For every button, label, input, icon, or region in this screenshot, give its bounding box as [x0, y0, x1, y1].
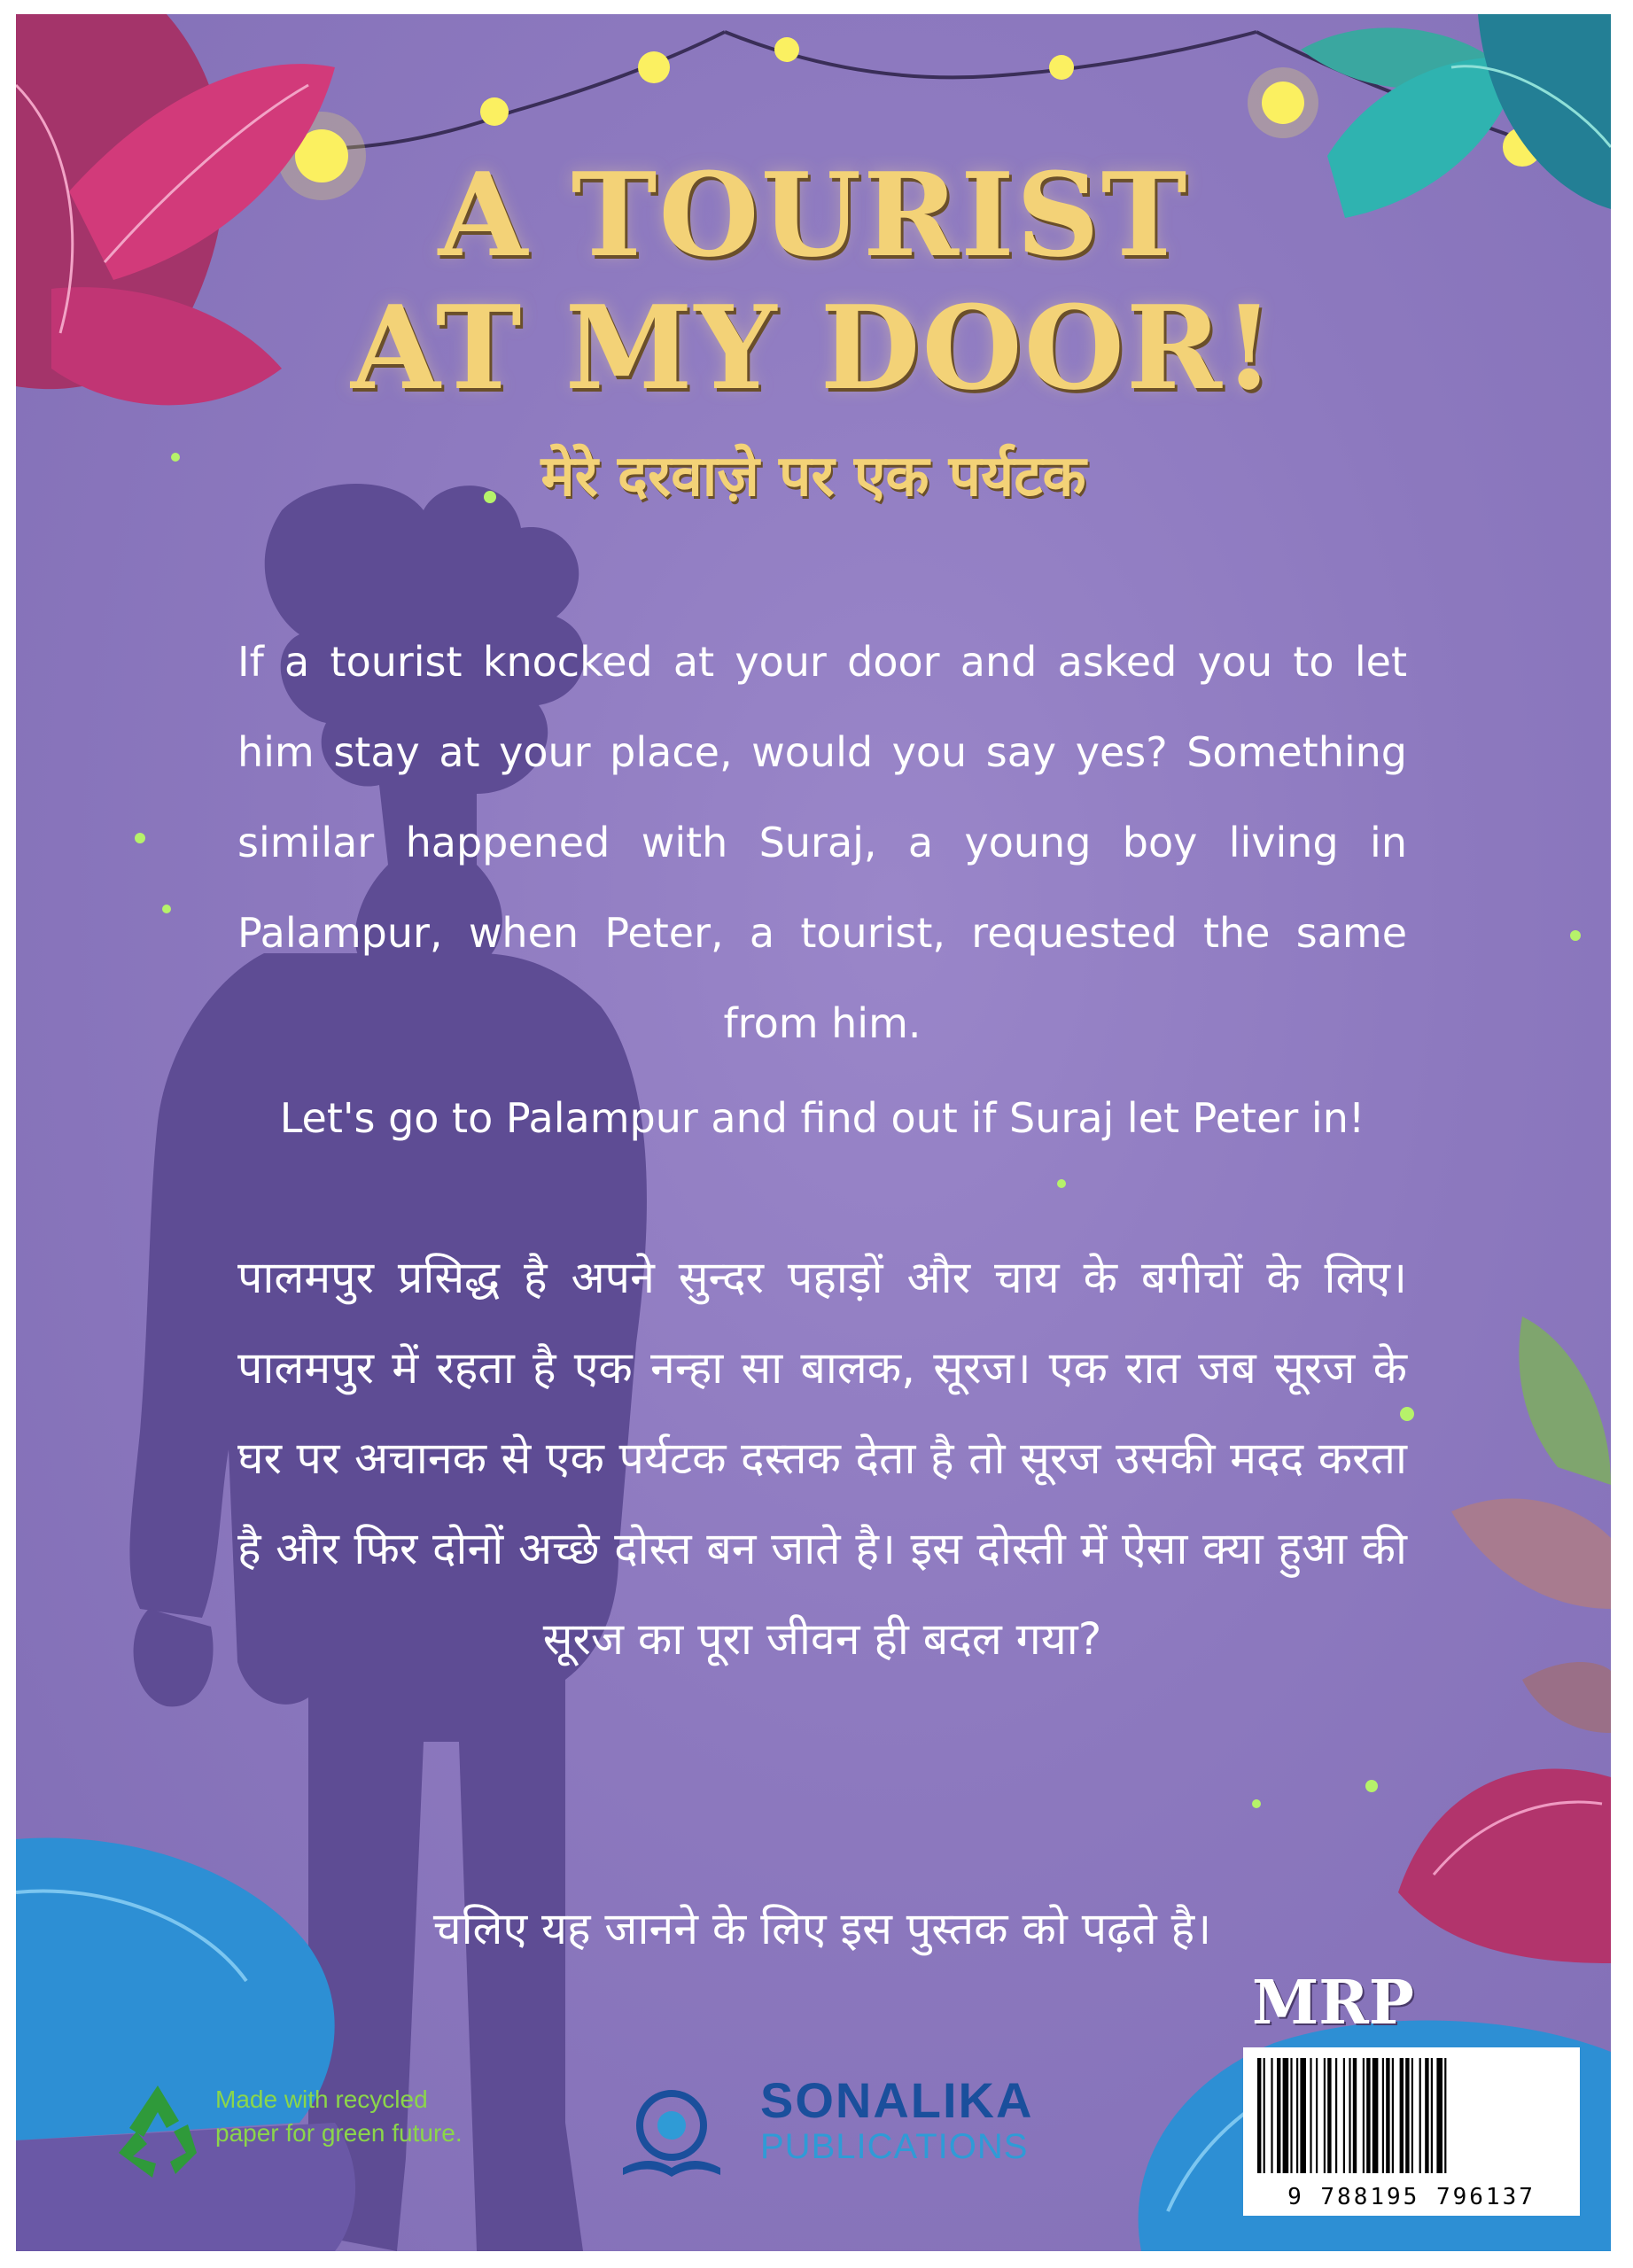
- barcode-bar: [1349, 2058, 1350, 2173]
- barcode-bar: [1283, 2058, 1289, 2173]
- price-label: MRP: [1252, 1968, 1414, 2039]
- barcode-bar: [1372, 2058, 1379, 2173]
- right-foliage: [1398, 1317, 1611, 1963]
- recycled-note-line2: paper for green future.: [215, 2119, 463, 2147]
- barcode-bar: [1290, 2058, 1292, 2173]
- barcode-bar: [1419, 2058, 1421, 2173]
- barcode-bars: [1256, 2058, 1567, 2173]
- barcode-bar: [1366, 2058, 1370, 2173]
- blurb-hindi-tagline: चलिए यह जानने के लिए इस पुस्तक को पढ़ते है।: [432, 1903, 1212, 1954]
- barcode-bar: [1343, 2058, 1345, 2173]
- barcode-bar: [1386, 2058, 1389, 2173]
- barcode-bar: [1392, 2058, 1394, 2173]
- barcode-bar: [1436, 2058, 1442, 2173]
- barcode-bar: [1271, 2058, 1272, 2173]
- recycled-note-line1: Made with recycled: [215, 2085, 428, 2113]
- title-hindi: मेरे दरवाज़े पर एक पर्यटक: [540, 444, 1086, 509]
- publisher-name-line2: PUBLICATIONS: [760, 2127, 1029, 2166]
- barcode-bar: [1405, 2058, 1409, 2173]
- title-english-line2: AT MY DOOR!: [350, 280, 1277, 416]
- barcode-bar: [1425, 2058, 1428, 2173]
- barcode-bar: [1316, 2058, 1318, 2173]
- barcode-bar: [1324, 2058, 1326, 2173]
- barcode-bar: [1353, 2058, 1357, 2173]
- barcode-bar: [1264, 2058, 1265, 2173]
- publisher-name-line1: SONALIKA: [760, 2072, 1034, 2128]
- blurb-english-tagline: Let's go to Palampur and find out if Suraj let Peter in!: [279, 1094, 1365, 1142]
- barcode-bar: [1411, 2058, 1413, 2173]
- publisher-name: [760, 2074, 1033, 2166]
- barcode-bar: [1257, 2058, 1261, 2173]
- blurb-english-paragraph: If a tourist knocked at your door and asked you to let him stay at your place, would you say yes? Something similar happened with Suraj, a young boy living in Palampur, when Peter, a tourist, requested the same from him.: [237, 638, 1407, 1047]
- barcode-bar: [1431, 2058, 1433, 2173]
- barcode-bar: [1296, 2058, 1298, 2173]
- barcode-bar: [1310, 2058, 1311, 2173]
- barcode-bar: [1400, 2058, 1404, 2173]
- blurb-hindi-paragraph: पालमपुर प्रसिद्ध है अपने सुन्दर पहाड़ों और चाय के बगीचों के लिए। पालमपुर में रहता है एक नन्हा सा बालक, सूरज। एक रात जब सूरज के घर पर अचानक से एक पर्यटक दस्तक देता है तो सूरज उसकी मदद करता है और फिर दोनों अच्छे दोस्त बन जाते है। इस दोस्ती में ऐसा क्या हुआ की सूरज का पूरा जीवन ही बदल गया?: [237, 1252, 1407, 1665]
- barcode: [1243, 2047, 1580, 2216]
- barcode-bar: [1327, 2058, 1331, 2173]
- recycled-note: [215, 2083, 534, 2150]
- book-back-cover: [16, 14, 1611, 2251]
- barcode-bar: [1444, 2058, 1446, 2173]
- recycle-icon: [105, 2078, 211, 2185]
- barcode-bar: [1363, 2058, 1365, 2173]
- barcode-bar: [1277, 2058, 1280, 2173]
- publisher-logo-icon: [614, 2083, 729, 2189]
- title-english-line1: A TOURIST: [438, 147, 1189, 283]
- barcode-bar: [1300, 2058, 1306, 2173]
- isbn-number: 9 788195 796137: [1287, 2184, 1536, 2210]
- barcode-bar: [1382, 2058, 1384, 2173]
- barcode-bar: [1335, 2058, 1337, 2173]
